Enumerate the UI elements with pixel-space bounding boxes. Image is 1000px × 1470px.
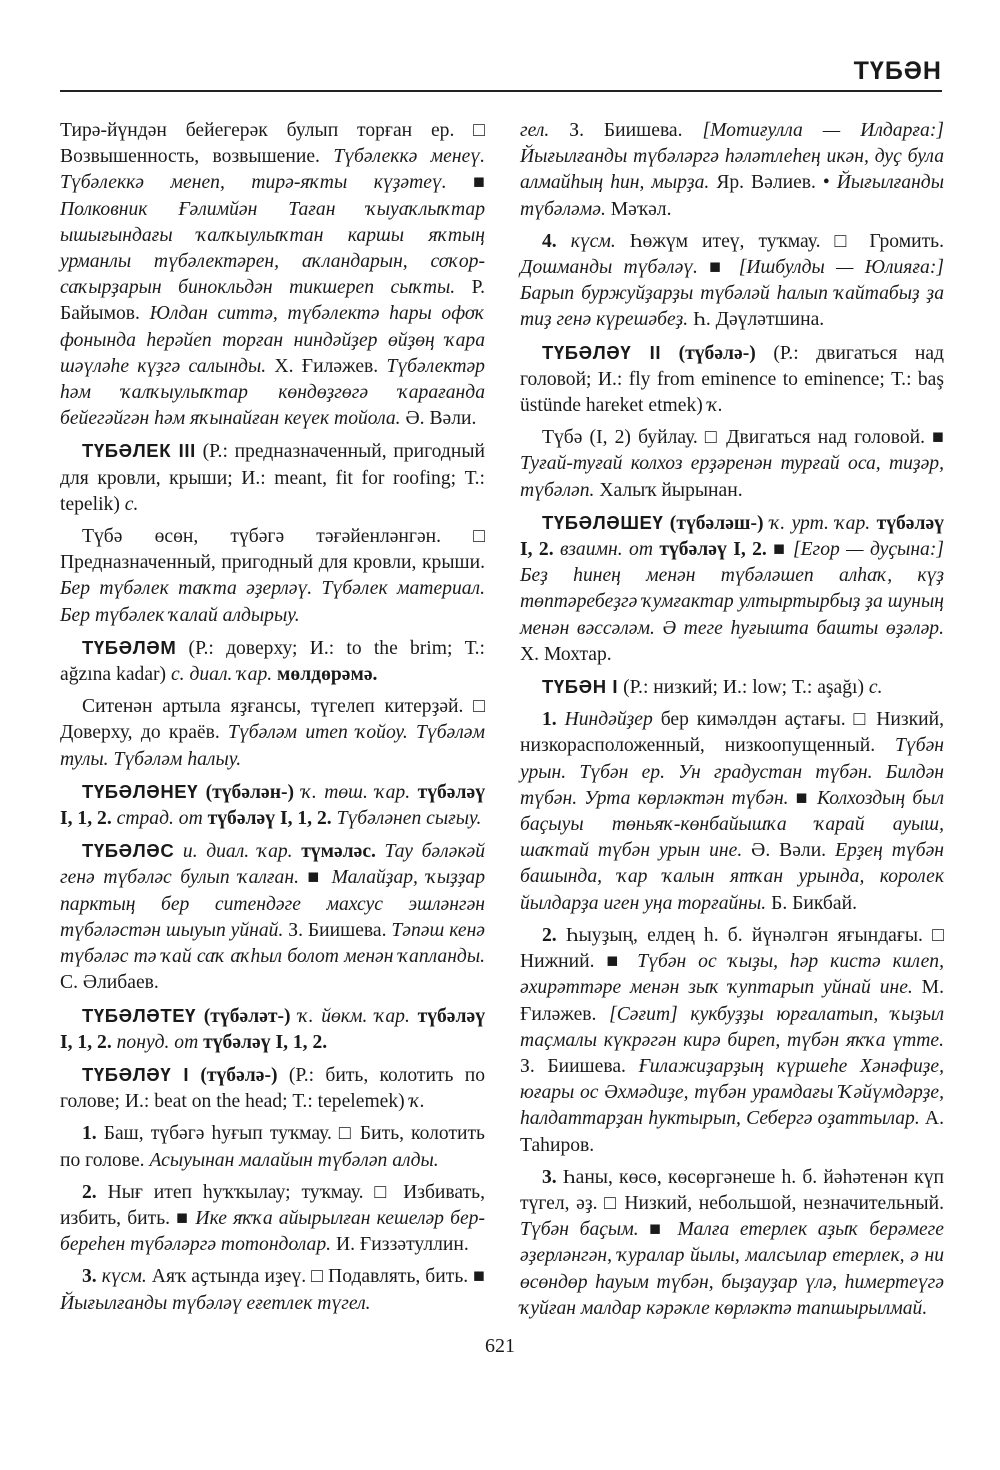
text-run: ■ <box>446 172 486 194</box>
dictionary-paragraph <box>60 524 485 629</box>
dictionary-paragraph <box>60 1264 485 1316</box>
italic-text: Түбәләм итеп ҡойоу. Түбәләм тулы. Түбәләм һалыу. <box>60 722 485 770</box>
headword: ТҮБӘЛӘС <box>82 840 175 862</box>
bold-text: (түбәлән-) <box>198 781 302 803</box>
text-run: Аяҡ аҫтында иҙеү. □ Подавлять, бить. ■ <box>146 1266 485 1288</box>
italic-text: Тау бәләкәй генә түбәләс булып ҡалған. <box>60 841 486 889</box>
italic-text: Бер түбәлек таҡта әҙерләү. Түбәлек материал. Бер түбәлек ҡалай алдырыу. <box>60 578 485 626</box>
header-rule <box>60 90 942 92</box>
headword: ТҮБӘЛӘҮ I <box>82 1063 190 1085</box>
text-run: С. Әлибаев. <box>60 972 159 994</box>
italic-text: Асыуынан малайын түбәләп алды. <box>149 1149 439 1171</box>
dictionary-paragraph <box>60 438 485 518</box>
running-head: ТҮБӘН <box>853 57 942 85</box>
text-run <box>376 841 385 862</box>
headword: ТҮБӘЛӘНЕҮ <box>82 780 199 802</box>
text-run <box>174 841 183 862</box>
text-run: З. Биишева. <box>520 1055 639 1077</box>
text-run: З. Биишева. <box>549 120 703 141</box>
dictionary-paragraph <box>60 1180 485 1259</box>
left-column <box>60 118 485 1323</box>
italic-text: күсм. <box>570 230 616 252</box>
text-run: Һ. Дәүләтшина. <box>688 309 825 331</box>
bold-text: түбәләү I, 1, 2. <box>203 1031 328 1053</box>
text-run: Халыҡ йырынан. <box>594 479 743 501</box>
text-run <box>410 782 417 803</box>
italic-text: Ғилажиҙарҙың күршеһе Хәнәфиҙе, юғары ос Әхмәдиҙе, түбән урамдағы Ҡәйүмдәрҙе, һалдаттарҙан һуктырып, Себергә оҙаттылар. <box>520 1055 944 1130</box>
dictionary-paragraph <box>60 118 485 432</box>
headword: ТҮБӘЛӘМ <box>82 636 177 658</box>
bold-text: (түбәләт-) <box>196 1005 299 1027</box>
bold-text: түбәләү I, 2. <box>520 512 944 561</box>
text-run: Һөжүм итеү, туҡмау. □ Громить. <box>615 230 944 252</box>
dictionary-paragraph <box>520 425 944 504</box>
text-run: Р. Байымов. <box>60 277 485 325</box>
italic-text: күсм. <box>101 1266 147 1288</box>
italic-text: Йығылғанды түбәләмә. <box>520 172 944 220</box>
text-run: Нығ итеп һуҡҡылау; туҡмау. □ Избивать, избить, бить. ■ <box>60 1181 485 1229</box>
italic-text: Түбәлектәр һәм ҡалҡыулыҡтар көндөҙгөгә ҡарағанда бейегәйгән һәм яҡынайған кеүек тойола. <box>60 355 485 430</box>
italic-text: Түбәләнеп сығыу. <box>336 808 482 830</box>
italic-text: [Ишбулды — Юлияға:] Барып буржуйҙарҙы түбәләй һалып ҡайтабыҙ ҙа тиҙ генә күрешәбеҙ. <box>520 257 944 331</box>
italic-text: Колхоздың был баҫыуы төньяҡ-көнбайышҡа ҡарай ауыш, шаҡтай түбән урын ине. <box>520 787 944 862</box>
text-run <box>557 231 571 252</box>
dictionary-paragraph <box>520 707 944 917</box>
text-run: М. Ғиләжев. <box>520 977 944 1025</box>
italic-text: ҡ. төш. ҡар. <box>301 781 411 803</box>
italic-text: и. диал. ҡар. <box>182 841 293 863</box>
bold-text: 2. <box>542 924 557 946</box>
bold-text: түбәләү I, 1, 2. <box>60 1005 485 1053</box>
dictionary-paragraph <box>60 635 485 688</box>
italic-text: гел. <box>520 120 550 141</box>
bold-text: 1. <box>542 709 557 731</box>
text-run: (Р.: двигаться над головой; И.: fly from eminence to eminence; Т.: baş üstünde hareket etmek) <box>520 342 944 417</box>
text-run: Б. Бикбай. <box>766 892 857 914</box>
headword: ТҮБӘН I <box>542 676 619 698</box>
headword: ТҮБӘЛӘҮ II <box>542 341 662 363</box>
italic-text: понуд. от <box>116 1031 199 1053</box>
italic-text: ҡ. <box>707 395 723 417</box>
dictionary-paragraph <box>60 1062 485 1115</box>
italic-text: [Мотиғулла — Илдарға:] Йығылғанды түбәләргә һәләтлеһең икән, дуҫ була алмайһың һин, мырҙа. <box>520 120 944 194</box>
bold-text: (түбәлә-) <box>189 1064 289 1086</box>
bold-text: (түбәлә-) <box>661 342 774 364</box>
headword: ТҮБӘЛЕК III <box>82 440 196 462</box>
italic-text: с. <box>124 493 139 515</box>
text-run: Түбә (I, 2) буйлау. □ Двигаться над головой. ■ <box>542 427 944 449</box>
dictionary-paragraph <box>60 838 485 996</box>
text-run: Х. Мохтар. <box>520 643 612 665</box>
dictionary-paragraph <box>520 229 944 334</box>
bold-text: 4. <box>542 230 557 252</box>
dictionary-paragraph <box>60 1121 485 1173</box>
text-run: И. Ғиззәтуллин. <box>331 1234 469 1256</box>
bold-text: түмәләс. <box>301 841 376 863</box>
italic-text: с. <box>868 677 883 699</box>
italic-text: Малға етерлек аҙыҡ берәмеге әҙерләнгән, ҡуралар йылы, малсылар етерлек, ә ни өсөндөр һауым түбән, быҙауҙар үлә, һимертеүгә ҡуйған малдар кәрәкле көрләктә тапшырылмай. <box>520 1219 944 1319</box>
text-run: Яр. Вәлиев. • <box>709 172 837 194</box>
dictionary-paragraph <box>60 694 485 773</box>
text-run: А. Таһиров. <box>520 1108 944 1156</box>
italic-text: ҡ. <box>409 1091 425 1113</box>
text-run <box>557 709 565 730</box>
bold-text: 2. <box>82 1181 97 1203</box>
bold-text: түбәләү I, 1, 2. <box>60 781 485 830</box>
dictionary-paragraph <box>520 1165 944 1322</box>
italic-text: Ниндәйҙер <box>564 709 653 731</box>
bold-text: (түбәләш-) <box>663 512 770 534</box>
italic-text: ҡ. урт. ҡар. <box>769 512 871 534</box>
italic-text: ҡ. йөкм. ҡар. <box>298 1005 410 1027</box>
right-column <box>520 118 944 1328</box>
text-run: Һыуҙың, елдең һ. б. йүнәлгән яғындағы. □ Нижний. ■ <box>520 924 944 973</box>
italic-text: с. диал. ҡар. <box>170 664 273 686</box>
text-run <box>293 841 302 862</box>
text-run: Мәҡәл. <box>605 198 672 220</box>
italic-text: Туғай-туғай колхоз ерҙәренән турғай оса, тиҙәр, түбәләп. <box>520 453 944 501</box>
italic-text: страд. от <box>116 808 203 830</box>
italic-text: взаимн. от <box>560 539 653 561</box>
text-run: З. Биишева. <box>283 919 392 941</box>
bold-text: түбәләү I, 1, 2. <box>207 808 332 830</box>
text-run: Ә. Вәли. <box>742 840 836 862</box>
headword: ТҮБӘЛӘШЕҮ <box>542 511 664 533</box>
italic-text: Дошманды түбәләү. <box>520 257 698 279</box>
dictionary-paragraph <box>520 118 944 223</box>
italic-text: Түбән ос ҡыҙы, һәр кистә килеп, әхирәттәре менән зыҡ ҡуптарып уйнай ине. <box>520 951 944 999</box>
dictionary-paragraph <box>520 340 944 420</box>
text-run: ■ <box>298 867 332 889</box>
dictionary-paragraph <box>520 510 944 668</box>
dictionary-paragraph <box>60 1003 485 1056</box>
text-run: Һаны, көсө, көсөргәнеше һ. б. йәһәтенән күп түгел, әҙ. □ Низкий, небольшой, незначительный. <box>520 1166 944 1214</box>
text-run: ■ <box>766 539 793 561</box>
text-run <box>410 1006 418 1027</box>
italic-text: Тәпәш кенә түбәләс тә ҡай саҡ аҡһыл болот менән ҡапланды. <box>60 919 485 968</box>
dictionary-paragraph <box>520 923 944 1159</box>
italic-text: Ерҙең түбән башында, ҡар ҡалын ятҡан урында, королек йылдарҙа иген уңа торғайны. <box>520 840 944 914</box>
dictionary-paragraph <box>60 779 485 832</box>
bold-text: 3. <box>542 1166 557 1188</box>
text-run: ■ <box>638 1219 678 1241</box>
text-run: (Р.: низкий; И.: low; Т.: aşağı) <box>618 677 869 699</box>
italic-text: Юлдан ситтә, түбәлектә һары офоҡ фонында һерәйеп торған ниндәйҙер өйҙөң ҡара шәүләһе күҙгә салынды. <box>60 303 485 377</box>
text-run: ■ <box>788 787 818 809</box>
text-run: Баш, түбәгә һуғып туҡмау. □ Бить, колотить по голове. <box>60 1123 485 1171</box>
text-run: (Р.: бить, колотить по голове; И.: beat on the head; Т.: tepelemek) <box>60 1064 485 1113</box>
text-run: Ситенән артыла яҙғансы, түгелеп китерҙәй. □ Доверху, до краёв. <box>60 696 485 744</box>
text-run: ■ <box>697 257 739 279</box>
italic-text: Йығылғанды түбәләү еғетлек түгел. <box>60 1292 371 1314</box>
text-run: бер кимәлдән аҫтағы. □ Низкий, низкорасположенный, низкоопущенный. <box>520 709 944 757</box>
text-run: (Р.: предназначенный, пригодный для кровли, крыши; И.: meant, fit for roofing; Т.: tepelik) <box>60 441 486 515</box>
dictionary-paragraph <box>520 674 944 701</box>
bold-text: түбәләү I, 2. <box>659 539 767 561</box>
italic-text: [Сәғит] кукбуҙҙы юрғалатып, ҡыҙыл таҫмалы күкрәгән кирә биреп, түбән яҡҡа үтте. <box>520 1003 944 1051</box>
bold-text: 1. <box>82 1123 97 1145</box>
text-run: Ә. Вәли. <box>400 408 477 430</box>
headword: ТҮБӘЛӘТЕҮ <box>82 1004 197 1026</box>
text-run: (Р.: доверху; И.: to the brim; Т.: ağzına kadar) <box>60 637 485 686</box>
bold-text: мөлдөрәмә. <box>277 664 378 686</box>
italic-text: Ике яҡҡа айырылған кешеләр бер-береһен түбәләргә тотондолар. <box>60 1207 485 1256</box>
text-run: Тирә-йүндән бейегерәк булып торған ер. □ Возвышенность, возвышение. <box>60 120 485 168</box>
text-run: Х. Ғиләжев. <box>266 355 387 377</box>
page-number: 621 <box>485 1335 515 1357</box>
italic-text: Түбән баҫым. <box>520 1219 639 1241</box>
italic-text: Полковник Ғәлимйән Таған ҡыуаҡлыҡтар ышығындағы ҡалҡыулыҡтан каршы яҡтың урманлы түбәлектәрен, аҡландарын, соҡор-саҡырҙарын бинокльдән тикшереп сыҡты. <box>60 198 485 299</box>
bold-text: 3. <box>82 1266 97 1288</box>
text-run: Түбә өсөн, түбәгә тәғәйенләнгән. □ Предназначенный, пригодный для кровли, крыши. <box>60 526 485 574</box>
italic-text: Түбәлеккә менеү. Түбәлеккә менеп, тирә-яҡты күҙәтеү. <box>60 146 485 194</box>
italic-text: Малайҙар, ҡыҙҙар парктың бер ситендәге махсус эшләнгән түбәләстән шыуып уйнай. <box>60 867 485 941</box>
italic-text: Түбән урын. Түбән ер. Ун градустан түбән. Билдән түбән. Урта көрләктән түбән. <box>520 735 944 809</box>
italic-text: [Егор — дуҫына:] Беҙ һинең менән түбәләшеп алһаҡ, күҙ төптәребеҙгә ҡумғактар ултыртырбыҙ ҙа шуның менән вәссәләм. Ә теге һуғышта башты өҙәләр. <box>520 539 944 639</box>
